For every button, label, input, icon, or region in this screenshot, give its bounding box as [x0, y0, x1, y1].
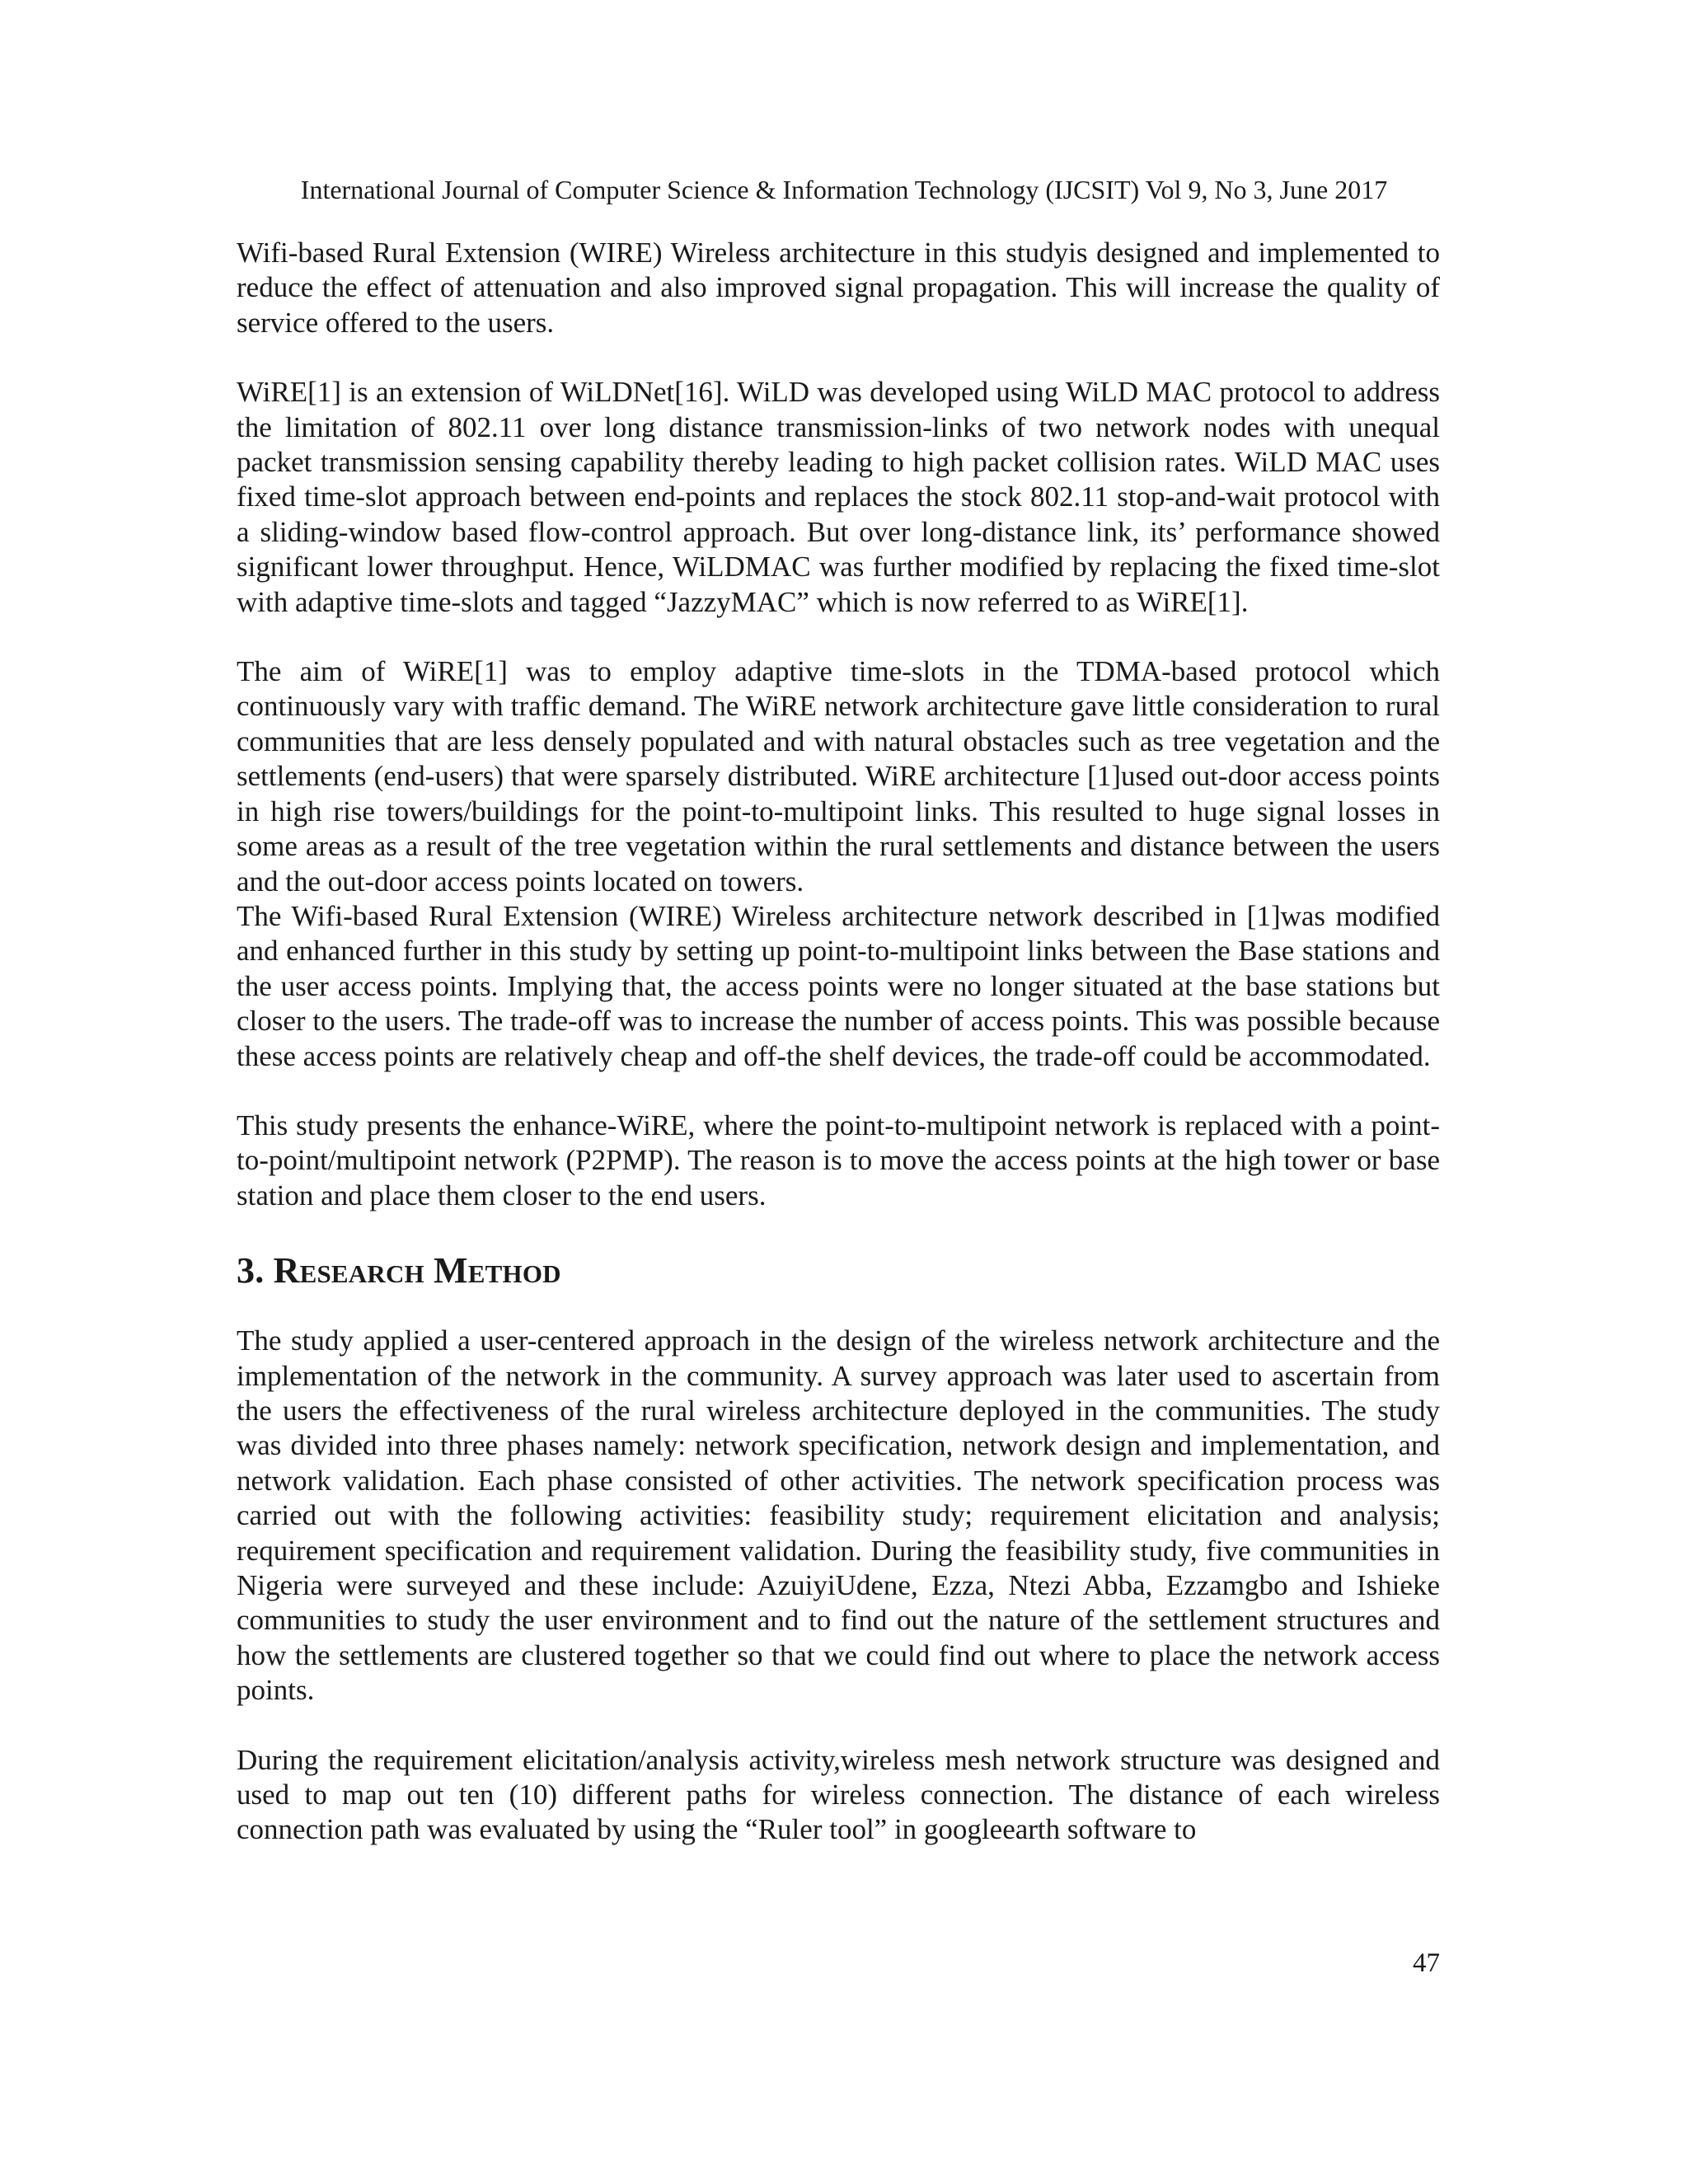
paragraph-wire-modification: The Wifi-based Rural Extension (WIRE) Wireless architecture network described in [1]was modified and enhanced further in this study by setting up point-to-multipoint links between the Base stations and the user access points. Implying that, the access points were no longer situated at the base stations but closer to the users. The trade-off was to increase the number of access points. This was possible because these access points are relatively cheap and off-the shelf devices, the trade-off could be accommodated. — [237, 899, 1440, 1072]
running-header: International Journal of Computer Science & Information Technology (IJCSIT) Vol 9, No 3, June 2017 — [300, 175, 1388, 204]
page-body — [237, 236, 1440, 1848]
page-number: 47 — [1413, 1948, 1440, 1978]
paragraph-wire-intro: Wifi-based Rural Extension (WIRE) Wireless architecture in this studyis designed and implemented to reduce the effect of attenuation and also improved signal propagation. This will increase the quality of service offered to the users. — [237, 237, 1440, 339]
section-heading-research-method: 3. Research Method — [237, 1250, 561, 1291]
paragraph-wire-aim: The aim of WiRE[1] was to employ adaptive time-slots in the TDMA-based protocol which continuously vary with traffic demand. The WiRE network architecture gave little consideration to rural communities that are less densely populated and with natural obstacles such as tree vegetation and the settlements (end-users) that were sparsely distributed. WiRE architecture [1]used out-door access points in high rise towers/buildings for the point-to-multipoint links. This resulted to huge signal losses in some areas as a result of the tree vegetation within the rural settlements and distance between the users and the out-door access points located on towers. — [237, 655, 1440, 898]
paragraph-wire-background: WiRE[1] is an extension of WiLDNet[16]. WiLD was developed using WiLD MAC protocol to address the limitation of 802.11 over long distance transmission-links of two network nodes with unequal packet transmission sensing capability thereby leading to high packet collision rates. WiLD MAC uses fixed time-slot approach between end-points and replaces the stock 802.11 stop-and-wait protocol with a sliding-window based flow-control approach. But over long-distance link, its’ performance showed significant lower throughput. Hence, WiLDMAC was further modified by replacing the fixed time-slot with adaptive time-slots and tagged “JazzyMAC” which is now referred to as WiRE[1]. — [237, 376, 1440, 618]
paragraph-requirement-elicitation: During the requirement elicitation/analysis activity,wireless mesh network structure was designed and used to map out ten (10) different paths for wireless connection. The distance of each wireless connection path was evaluated by using the “Ruler tool” in googleearth software to — [237, 1743, 1440, 1846]
paragraph-research-approach: The study applied a user-centered approach in the design of the wireless network architecture and the implementation of the network in the community. A survey approach was later used to ascertain from the users the effectiveness of the rural wireless architecture deployed in the communities. The study was divided into three phases namely: network specification, network design and implementation, and network validation. Each phase consisted of other activities. The network specification process was carried out with the following activities: feasibility study; requirement elicitation and analysis; requirement specification and requirement validation. During the feasibility study, five communities in Nigeria were surveyed and these include: AzuiyiUdene, Ezza, Ntezi Abba, Ezzamgbo and Ishieke communities to study the user environment and to find out the nature of the settlement structures and how the settlements are clustered together so that we could find out where to place the network access points. — [237, 1324, 1440, 1707]
paragraph-enhanced-wire: This study presents the enhance-WiRE, where the point-to-multipoint network is replaced with a point-to-point/multipoint network (P2PMP). The reason is to move the access points at the high tower or base station and place them closer to the end users. — [237, 1108, 1440, 1212]
